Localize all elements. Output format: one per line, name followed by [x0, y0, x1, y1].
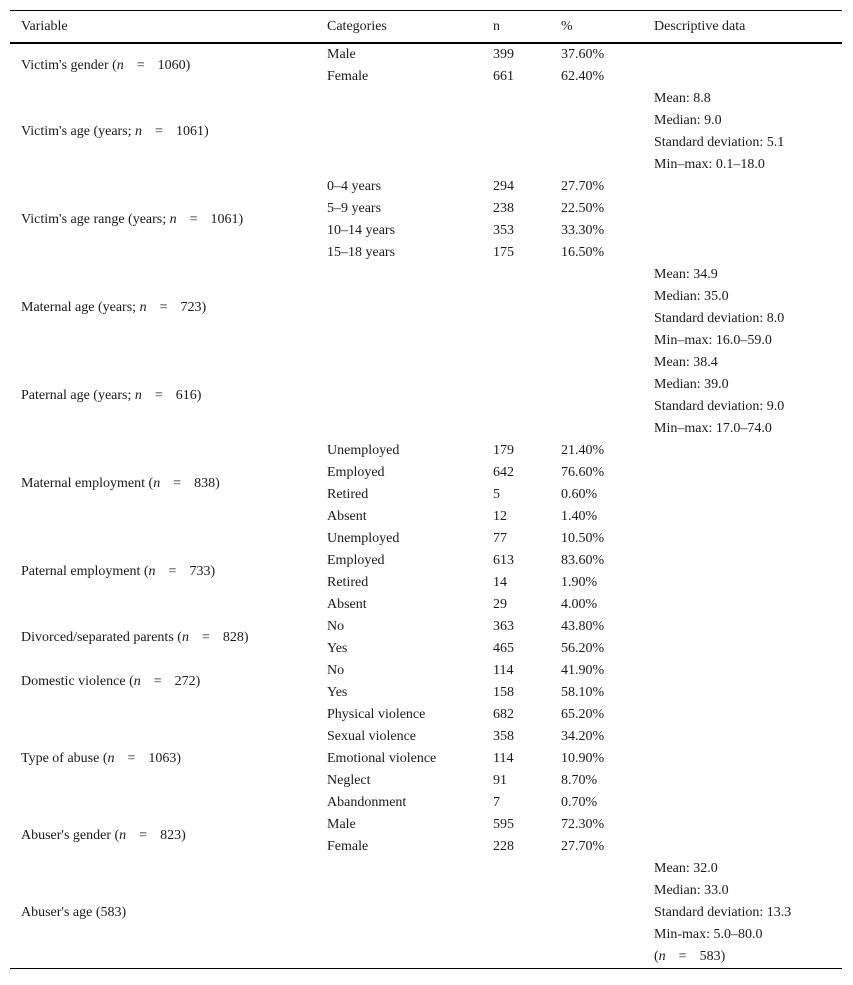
- percent-cell: [550, 110, 643, 132]
- data-table-container: [10, 10, 842, 969]
- n-cell: 642: [493, 465, 514, 480]
- n-cell: 661: [493, 69, 514, 84]
- equals-sign: =: [127, 751, 136, 766]
- equals-sign: =: [159, 300, 168, 315]
- category-cell: Abandonment: [327, 795, 407, 810]
- percent-cell: 33.30%: [561, 223, 605, 238]
- equals-sign: =: [189, 212, 198, 227]
- n-cell: 399: [493, 47, 514, 62]
- percent-cell: 22.50%: [561, 201, 605, 216]
- percent-cell: 34.20%: [561, 729, 605, 744]
- variable-cell: [10, 660, 316, 704]
- descriptive-cell: Standard deviation: 9.0: [654, 399, 785, 414]
- n-cell: 12: [493, 509, 507, 524]
- n-value: 616): [175, 388, 202, 403]
- n-cell: [482, 110, 550, 132]
- descriptive-cell: Standard deviation: 5.1: [654, 135, 785, 150]
- variable-cell: [10, 528, 316, 616]
- variable-label: Victim's age range (years;: [21, 212, 170, 227]
- descriptive-cell: Min-max: 5.0–80.0: [654, 927, 763, 942]
- percent-cell: [550, 924, 643, 946]
- variable-label: Domestic violence (: [21, 674, 134, 689]
- n-value: 828): [222, 630, 249, 645]
- n-letter: n: [116, 58, 124, 73]
- n-cell: 358: [493, 729, 514, 744]
- percent-cell: 43.80%: [561, 619, 605, 634]
- n-value: 272): [174, 674, 201, 689]
- variable-label: Divorced/separated parents (: [21, 630, 182, 645]
- n-cell: [482, 88, 550, 110]
- category-cell: [316, 880, 482, 902]
- percent-cell: [550, 88, 643, 110]
- percent-cell: 27.70%: [561, 839, 605, 854]
- header-categories: Categories: [316, 11, 482, 43]
- n-cell: 238: [493, 201, 514, 216]
- n-cell: 465: [493, 641, 514, 656]
- n-cell: [482, 902, 550, 924]
- n-letter: n: [153, 476, 161, 491]
- descriptive-cell: [643, 836, 842, 858]
- category-cell: [316, 946, 482, 968]
- category-cell: 5–9 years: [327, 201, 382, 216]
- n-cell: 77: [493, 531, 507, 546]
- descriptive-cell: [643, 506, 842, 528]
- variable-cell: [10, 264, 316, 352]
- header-row: [10, 11, 842, 43]
- category-cell: [316, 902, 482, 924]
- n-cell: [482, 286, 550, 308]
- variable-cell: [10, 616, 316, 660]
- n-cell: 353: [493, 223, 514, 238]
- category-cell: Neglect: [327, 773, 371, 788]
- n-cell: [482, 352, 550, 374]
- variable-label: Type of abuse (: [21, 751, 108, 766]
- variable-label: Maternal employment (: [21, 476, 154, 491]
- variable-label: Paternal employment (: [21, 564, 149, 579]
- table-row: [10, 858, 842, 880]
- descriptive-cell: [643, 440, 842, 462]
- paren-open: (: [654, 949, 659, 964]
- percent-cell: 10.50%: [561, 531, 605, 546]
- n-letter: n: [134, 388, 142, 403]
- descriptive-cell: Median: 9.0: [654, 113, 722, 128]
- category-cell: Male: [327, 817, 356, 832]
- table-body: [10, 43, 842, 968]
- n-value: 723): [180, 300, 207, 315]
- n-cell: 29: [493, 597, 507, 612]
- n-letter: n: [658, 949, 666, 964]
- descriptive-cell: [643, 748, 842, 770]
- table-row: [10, 704, 842, 726]
- percent-cell: 37.60%: [561, 47, 605, 62]
- n-cell: 5: [493, 487, 500, 502]
- category-cell: [316, 374, 482, 396]
- percent-cell: 41.90%: [561, 663, 605, 678]
- descriptive-cell: [643, 528, 842, 550]
- n-cell: 114: [493, 751, 514, 766]
- n-value: 733): [189, 564, 216, 579]
- descriptive-cell: [643, 43, 842, 66]
- category-cell: [316, 132, 482, 154]
- n-letter: n: [139, 300, 147, 315]
- n-letter: n: [135, 124, 143, 139]
- table-row: [10, 814, 842, 836]
- percent-cell: [550, 264, 643, 286]
- percent-cell: 56.20%: [561, 641, 605, 656]
- category-cell: Absent: [327, 597, 367, 612]
- category-cell: Employed: [327, 465, 385, 480]
- percent-cell: [550, 286, 643, 308]
- descriptive-cell: [643, 814, 842, 836]
- table-row: [10, 352, 842, 374]
- n-cell: [482, 132, 550, 154]
- category-cell: [316, 858, 482, 880]
- variable-cell: [10, 176, 316, 264]
- n-value: 838): [194, 476, 220, 491]
- equals-sign: =: [201, 630, 210, 645]
- percent-cell: 4.00%: [561, 597, 598, 612]
- variable-label: Victim's age (years;: [21, 124, 136, 139]
- header-n: n: [482, 11, 550, 43]
- percent-cell: [550, 374, 643, 396]
- descriptive-cell: Mean: 8.8: [654, 91, 711, 106]
- category-cell: Retired: [327, 575, 369, 590]
- n-cell: 14: [493, 575, 507, 590]
- category-cell: Absent: [327, 509, 367, 524]
- descriptive-cell: [643, 682, 842, 704]
- descriptive-cell: [643, 484, 842, 506]
- descriptive-cell: [643, 660, 842, 682]
- category-cell: Female: [327, 69, 369, 84]
- equals-sign: =: [139, 828, 148, 843]
- percent-cell: 0.70%: [561, 795, 598, 810]
- n-cell: [482, 880, 550, 902]
- percent-cell: 58.10%: [561, 685, 605, 700]
- n-letter: n: [133, 674, 141, 689]
- n-cell: [482, 924, 550, 946]
- n-cell: 175: [493, 245, 514, 260]
- percent-cell: 8.70%: [561, 773, 598, 788]
- n-cell: 595: [493, 817, 514, 832]
- variable-cell: [10, 440, 316, 528]
- category-cell: 0–4 years: [327, 179, 382, 194]
- n-value: 1061): [210, 212, 244, 227]
- descriptive-cell: Mean: 32.0: [654, 861, 718, 876]
- n-cell: 613: [493, 553, 514, 568]
- percent-cell: [550, 154, 643, 176]
- n-cell: [482, 396, 550, 418]
- n-value: 1063): [148, 751, 182, 766]
- n-cell: 682: [493, 707, 514, 722]
- category-cell: Retired: [327, 487, 369, 502]
- category-cell: [316, 286, 482, 308]
- n-value: 1060): [157, 58, 191, 73]
- descriptive-cell: [643, 616, 842, 638]
- table-row: [10, 528, 842, 550]
- descriptive-cell: Min–max: 16.0–59.0: [654, 333, 772, 348]
- category-cell: [316, 352, 482, 374]
- n-cell: [482, 308, 550, 330]
- percent-cell: 83.60%: [561, 553, 605, 568]
- percent-cell: [550, 946, 643, 968]
- n-cell: 91: [493, 773, 507, 788]
- n-cell: 228: [493, 839, 514, 854]
- percent-cell: [550, 902, 643, 924]
- percent-cell: [550, 308, 643, 330]
- table-row: [10, 660, 842, 682]
- category-cell: [316, 264, 482, 286]
- table-row: [10, 43, 842, 66]
- descriptive-cell: [643, 946, 842, 968]
- percent-cell: 10.90%: [561, 751, 605, 766]
- variable-label: Paternal age (years;: [21, 388, 135, 403]
- category-cell: No: [327, 619, 345, 634]
- equals-sign: =: [136, 58, 145, 73]
- percent-cell: 1.90%: [561, 575, 598, 590]
- percent-cell: [550, 418, 643, 440]
- n-cell: 294: [493, 179, 514, 194]
- category-cell: Male: [327, 47, 356, 62]
- descriptive-cell: [643, 550, 842, 572]
- n-value: 583): [699, 949, 726, 964]
- descriptive-cell: [643, 462, 842, 484]
- percent-cell: 0.60%: [561, 487, 598, 502]
- equals-sign: =: [168, 564, 177, 579]
- variable-label: Maternal age (years;: [21, 300, 140, 315]
- header-percent: %: [550, 11, 643, 43]
- n-value: 823): [160, 828, 186, 843]
- category-cell: 15–18 years: [327, 245, 396, 260]
- percent-cell: 72.30%: [561, 817, 605, 832]
- category-cell: No: [327, 663, 345, 678]
- n-letter: n: [148, 564, 156, 579]
- n-cell: [482, 330, 550, 352]
- category-cell: Unemployed: [327, 531, 400, 546]
- n-cell: 363: [493, 619, 514, 634]
- descriptive-cell: Mean: 34.9: [654, 267, 718, 282]
- category-cell: [316, 396, 482, 418]
- variable-cell: [10, 704, 316, 814]
- variable-label: Abuser's age (583): [21, 905, 127, 920]
- category-cell: Physical violence: [327, 707, 426, 722]
- equals-sign: =: [153, 674, 162, 689]
- descriptive-cell: [643, 572, 842, 594]
- category-cell: Unemployed: [327, 443, 400, 458]
- descriptive-cell: [643, 220, 842, 242]
- descriptive-cell: Standard deviation: 13.3: [654, 905, 792, 920]
- variable-cell: [10, 43, 316, 88]
- category-cell: Yes: [327, 641, 348, 656]
- n-cell: [482, 418, 550, 440]
- table-row: [10, 616, 842, 638]
- variable-cell: [10, 88, 316, 176]
- descriptive-cell: Min–max: 17.0–74.0: [654, 421, 772, 436]
- descriptive-cell: Median: 39.0: [654, 377, 729, 392]
- variable-cell: [10, 352, 316, 440]
- n-letter: n: [107, 751, 115, 766]
- n-cell: 179: [493, 443, 514, 458]
- descriptive-cell: Min–max: 0.1–18.0: [654, 157, 765, 172]
- category-cell: [316, 418, 482, 440]
- category-cell: 10–14 years: [327, 223, 396, 238]
- percent-cell: [550, 352, 643, 374]
- n-cell: 114: [493, 663, 514, 678]
- percent-cell: 62.40%: [561, 69, 605, 84]
- percent-cell: 65.20%: [561, 707, 605, 722]
- n-letter: n: [181, 630, 189, 645]
- n-cell: 7: [493, 795, 500, 810]
- n-cell: [482, 374, 550, 396]
- header-descriptive-data: Descriptive data: [643, 11, 842, 43]
- percent-cell: 21.40%: [561, 443, 605, 458]
- table-row: [10, 88, 842, 110]
- variable-cell: [10, 814, 316, 858]
- descriptive-cell: [643, 726, 842, 748]
- header-variable: Variable: [10, 11, 316, 43]
- descriptive-cell: [643, 242, 842, 264]
- equals-sign: =: [678, 949, 687, 964]
- table-row: [10, 176, 842, 198]
- category-cell: Emotional violence: [327, 751, 437, 766]
- equals-sign: =: [173, 476, 182, 491]
- n-value: 1061): [175, 124, 209, 139]
- n-letter: n: [169, 212, 177, 227]
- descriptive-cell: [643, 770, 842, 792]
- descriptive-cell: [643, 198, 842, 220]
- percent-cell: [550, 858, 643, 880]
- variable-cell: [10, 858, 316, 968]
- table-header: [10, 11, 842, 43]
- variable-label: Victim's gender (: [21, 58, 117, 73]
- n-cell: [482, 264, 550, 286]
- descriptive-cell: Median: 35.0: [654, 289, 729, 304]
- n-letter: n: [119, 828, 127, 843]
- percent-cell: 76.60%: [561, 465, 605, 480]
- category-cell: [316, 154, 482, 176]
- descriptive-cell: [643, 66, 842, 88]
- category-cell: [316, 88, 482, 110]
- n-cell: [482, 154, 550, 176]
- table-row: [10, 440, 842, 462]
- descriptive-cell: Median: 33.0: [654, 883, 729, 898]
- equals-sign: =: [154, 388, 163, 403]
- descriptive-cell: Mean: 38.4: [654, 355, 718, 370]
- percent-cell: [550, 330, 643, 352]
- percent-cell: [550, 132, 643, 154]
- category-cell: Female: [327, 839, 369, 854]
- descriptive-cell: [643, 594, 842, 616]
- percent-cell: 27.70%: [561, 179, 605, 194]
- equals-sign: =: [155, 124, 163, 139]
- variable-label: Abuser's gender (: [21, 828, 120, 843]
- descriptive-cell: [643, 704, 842, 726]
- descriptive-cell: Standard deviation: 8.0: [654, 311, 785, 326]
- descriptive-statistics-table: [10, 11, 842, 968]
- category-cell: [316, 924, 482, 946]
- n-cell: [482, 858, 550, 880]
- n-cell: 158: [493, 685, 514, 700]
- category-cell: [316, 330, 482, 352]
- percent-cell: [550, 396, 643, 418]
- descriptive-cell: [643, 176, 842, 198]
- percent-cell: [550, 880, 643, 902]
- descriptive-cell: [643, 792, 842, 814]
- table-row: [10, 264, 842, 286]
- category-cell: Employed: [327, 553, 385, 568]
- percent-cell: 16.50%: [561, 245, 605, 260]
- category-cell: Yes: [327, 685, 348, 700]
- category-cell: [316, 308, 482, 330]
- category-cell: Sexual violence: [327, 729, 417, 744]
- descriptive-cell: [643, 638, 842, 660]
- category-cell: [316, 110, 482, 132]
- percent-cell: 1.40%: [561, 509, 598, 524]
- n-cell: [482, 946, 550, 968]
